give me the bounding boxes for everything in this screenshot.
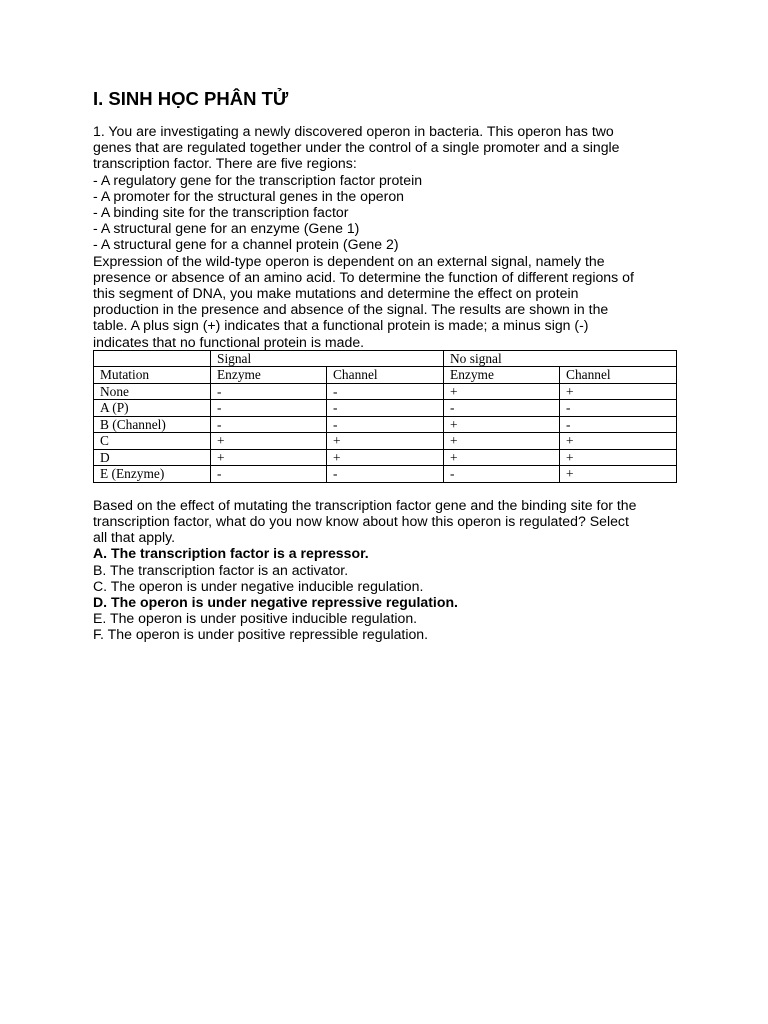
table-cell: E (Enzyme) [94,466,211,483]
option-d: D. The operon is under negative repressive regulation. [93,594,458,611]
option-a: A. The transcription factor is a repressor. [93,545,369,562]
column-header: Channel [560,367,677,384]
question-intro-line: 1. You are investigating a newly discovered operon in bacteria. This operon has two [93,123,614,139]
table-cell: + [327,433,444,450]
column-header: Mutation [94,367,211,384]
option-c: C. The operon is under negative inducible regulation. [93,577,424,594]
table-cell: + [560,449,677,466]
region-item: - A structural gene for a channel protein (Gene 2) [93,236,399,253]
option-f: F. The operon is under positive repressible regulation. [93,626,429,643]
table-cell: - [444,400,560,417]
table-cell: + [444,416,560,433]
expression-line: indicates that no functional protein is made. [93,333,365,350]
group-header-empty [94,350,211,367]
table-cell: - [444,466,560,483]
expression-line: Expression of the wild-type operon is dependent on an external signal, namely the [93,252,605,269]
table-cell: - [327,400,444,417]
table-cell: + [211,449,327,466]
table-row [94,433,677,450]
region-item: - A structural gene for an enzyme (Gene 1) [93,220,360,237]
expression-line: production in the presence and absence of the signal. The results are shown in the [93,301,609,318]
table-cell: - [211,466,327,483]
table-cell: - [327,416,444,433]
table-cell: + [444,383,560,400]
answer-section [93,497,676,643]
option-b: B. The transcription factor is an activator. [93,561,349,578]
group-header-no-signal: No signal [444,350,677,367]
table-cell: + [560,383,677,400]
table-cell: - [211,383,327,400]
table-cell: + [211,433,327,450]
table-cell: + [560,466,677,483]
table-cell: - [211,400,327,417]
question-intro-line: genes that are regulated together under the control of a single promoter and a single [93,139,620,156]
table-cell: - [211,416,327,433]
results-table [93,350,677,483]
table-cell: + [444,449,560,466]
expression-line: presence or absence of an amino acid. To determine the function of different regions of [93,268,634,285]
table-cell: None [94,383,211,400]
table-cell: - [560,416,677,433]
table-cell: + [444,433,560,450]
table-cell: + [327,449,444,466]
table-row [94,466,677,483]
table-row [94,449,677,466]
region-item: - A binding site for the transcription factor [93,204,349,221]
option-e: E. The operon is under positive inducible regulation. [93,610,418,627]
section-title: I. SINH HỌC PHÂN TỬ [93,88,289,109]
table-row [94,400,677,417]
document-page [93,86,676,643]
expression-line: this segment of DNA, you make mutations and determine the effect on protein [93,285,579,302]
table-cell: C [94,433,211,450]
group-header-signal: Signal [211,350,444,367]
table-cell: + [560,433,677,450]
group-header-row [94,350,677,367]
expression-line: table. A plus sign (+) indicates that a functional protein is made; a minus sign (-) [93,317,589,334]
table-cell: A (P) [94,400,211,417]
table-cell: - [327,466,444,483]
column-header: Enzyme [211,367,327,384]
column-header: Enzyme [444,367,560,384]
prompt-line: Based on the effect of mutating the transcription factor gene and the binding site for the [93,496,637,513]
prompt-line: transcription factor, what do you now know about how this operon is regulated? Select [93,513,629,530]
question-body [93,123,676,350]
prompt-line: all that apply. [93,529,176,546]
column-header: Channel [327,367,444,384]
table-row [94,383,677,400]
table-cell: D [94,449,211,466]
table-cell: B (Channel) [94,416,211,433]
table-cell: - [327,383,444,400]
column-header-row [94,367,677,384]
question-intro-line: transcription factor. There are five regions: [93,155,357,172]
table-row [94,416,677,433]
region-item: - A promoter for the structural genes in the operon [93,187,405,204]
region-item: - A regulatory gene for the transcription factor protein [93,171,423,188]
table-cell: - [560,400,677,417]
